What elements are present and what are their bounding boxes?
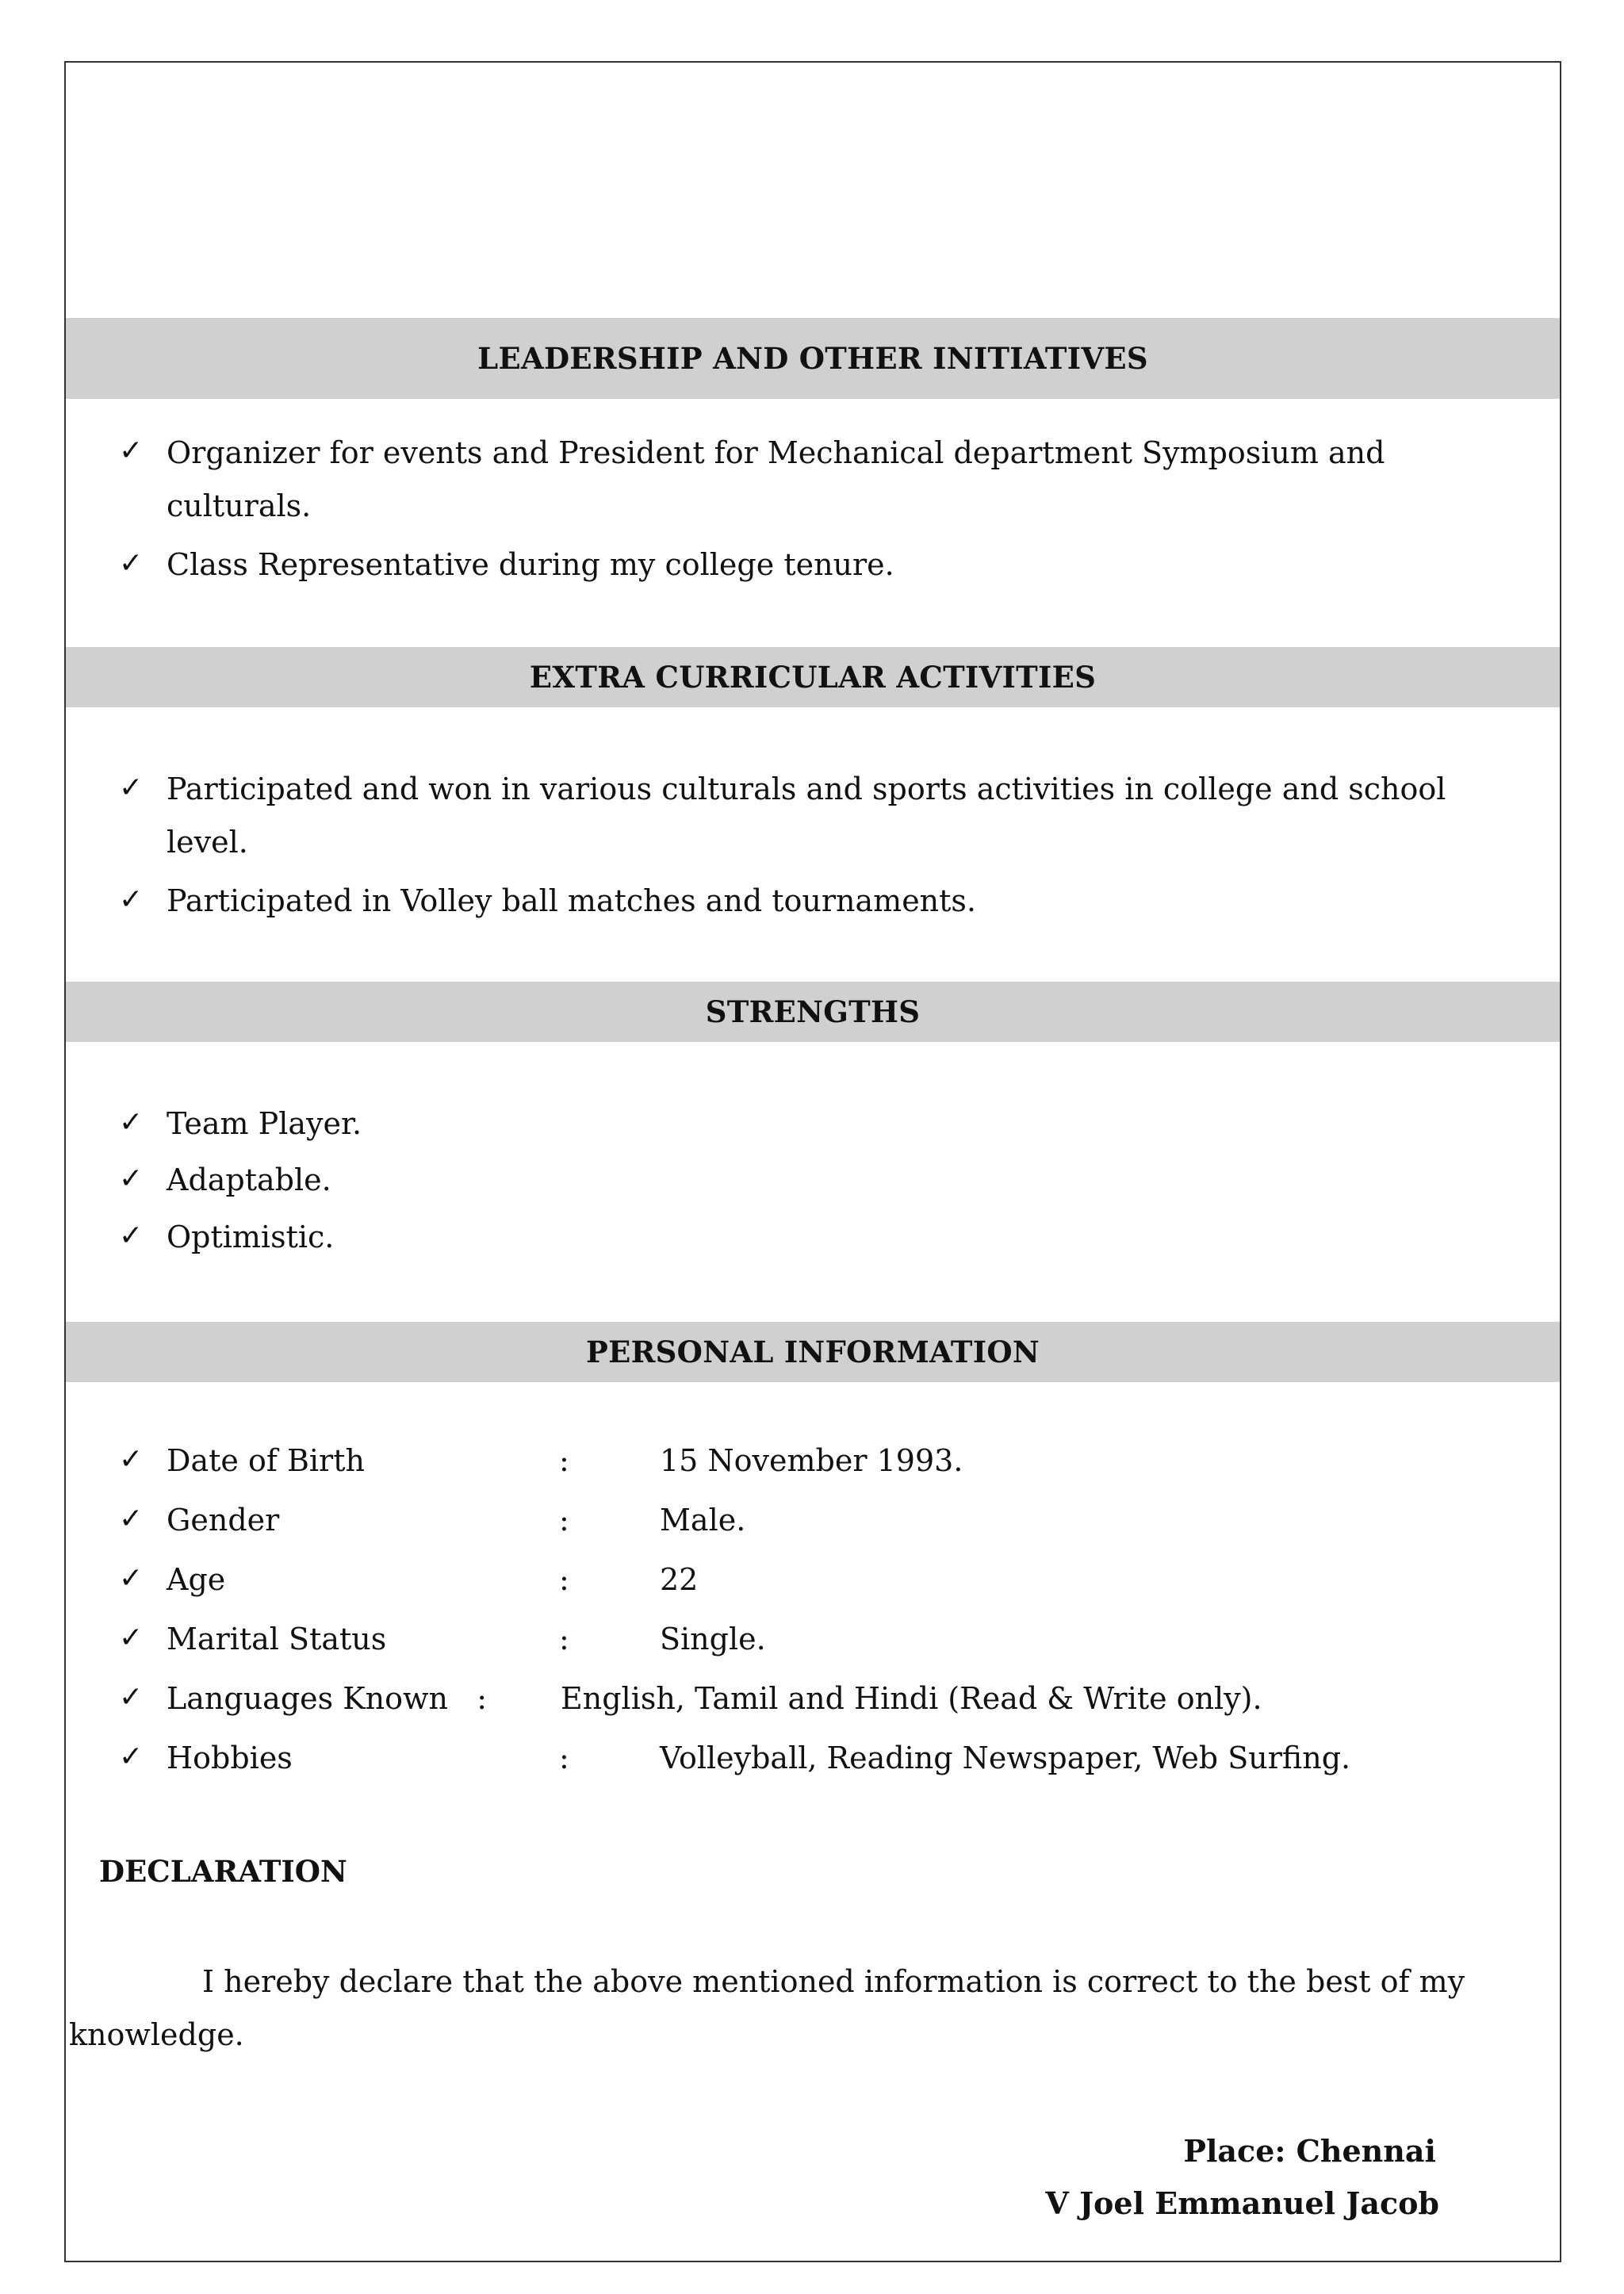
personal-info-label: Marital Status	[167, 1622, 387, 1656]
check-icon: ✓	[119, 1443, 144, 1476]
declaration-text-line1: I hereby declare that the above mentioned information is correct to the best of my	[202, 1964, 1465, 1999]
personal-info-value: Single.	[660, 1622, 766, 1656]
strength-item: Team Player.	[167, 1106, 362, 1141]
personal-info-label: Age	[167, 1562, 226, 1597]
personal-info-value: 22	[660, 1562, 699, 1597]
personal-info-colon: :	[559, 1562, 569, 1597]
check-icon: ✓	[119, 1220, 144, 1252]
check-icon: ✓	[119, 772, 144, 804]
check-icon: ✓	[119, 1162, 144, 1195]
section-header-personal-information: PERSONAL INFORMATION	[66, 1322, 1560, 1382]
check-icon: ✓	[119, 883, 144, 916]
extra-item-1-line2: level.	[167, 825, 248, 860]
section-header-strengths: STRENGTHS	[66, 982, 1560, 1042]
signature-place: Place: Chennai	[1183, 2133, 1436, 2169]
personal-info-colon: :	[559, 1622, 569, 1656]
leadership-item-1-line2: culturals.	[167, 488, 312, 523]
personal-info-label: Hobbies	[167, 1741, 293, 1775]
check-icon: ✓	[119, 1741, 144, 1773]
personal-info-colon: :	[559, 1741, 569, 1775]
strength-item: Optimistic.	[167, 1220, 335, 1254]
strength-item: Adaptable.	[167, 1162, 331, 1197]
personal-info-label: Languages Known :	[167, 1681, 487, 1716]
personal-info-label: Gender	[167, 1503, 280, 1538]
leadership-item-1-line1: Organizer for events and President for Mechanical department Symposium and	[167, 435, 1385, 470]
section-header-extra-curricular: EXTRA CURRICULAR ACTIVITIES	[66, 647, 1560, 707]
personal-info-label: Date of Birth	[167, 1443, 365, 1478]
personal-info-value: Male.	[660, 1503, 746, 1538]
extra-item-2: Participated in Volley ball matches and tournaments.	[167, 883, 977, 918]
personal-info-colon: :	[559, 1443, 569, 1478]
personal-info-value: Volleyball, Reading Newspaper, Web Surfing.	[660, 1741, 1351, 1775]
signature-name: V Joel Emmanuel Jacob	[1045, 2185, 1439, 2221]
check-icon: ✓	[119, 1562, 144, 1595]
leadership-item-2: Class Representative during my college tenure.	[167, 547, 894, 582]
personal-info-colon: :	[559, 1503, 569, 1538]
personal-info-value: 15 November 1993.	[660, 1443, 963, 1478]
check-icon: ✓	[119, 1503, 144, 1535]
check-icon: ✓	[119, 435, 144, 467]
personal-info-value: English, Tamil and Hindi (Read & Write only).	[561, 1681, 1262, 1716]
check-icon: ✓	[119, 1106, 144, 1139]
section-header-leadership: LEADERSHIP AND OTHER INITIATIVES	[66, 318, 1560, 399]
check-icon: ✓	[119, 547, 144, 580]
declaration-heading: DECLARATION	[99, 1854, 347, 1889]
check-icon: ✓	[119, 1622, 144, 1654]
check-icon: ✓	[119, 1681, 144, 1714]
declaration-text-line2: knowledge.	[69, 2017, 244, 2052]
extra-item-1-line1: Participated and won in various culturals and sports activities in college and school	[167, 772, 1446, 806]
